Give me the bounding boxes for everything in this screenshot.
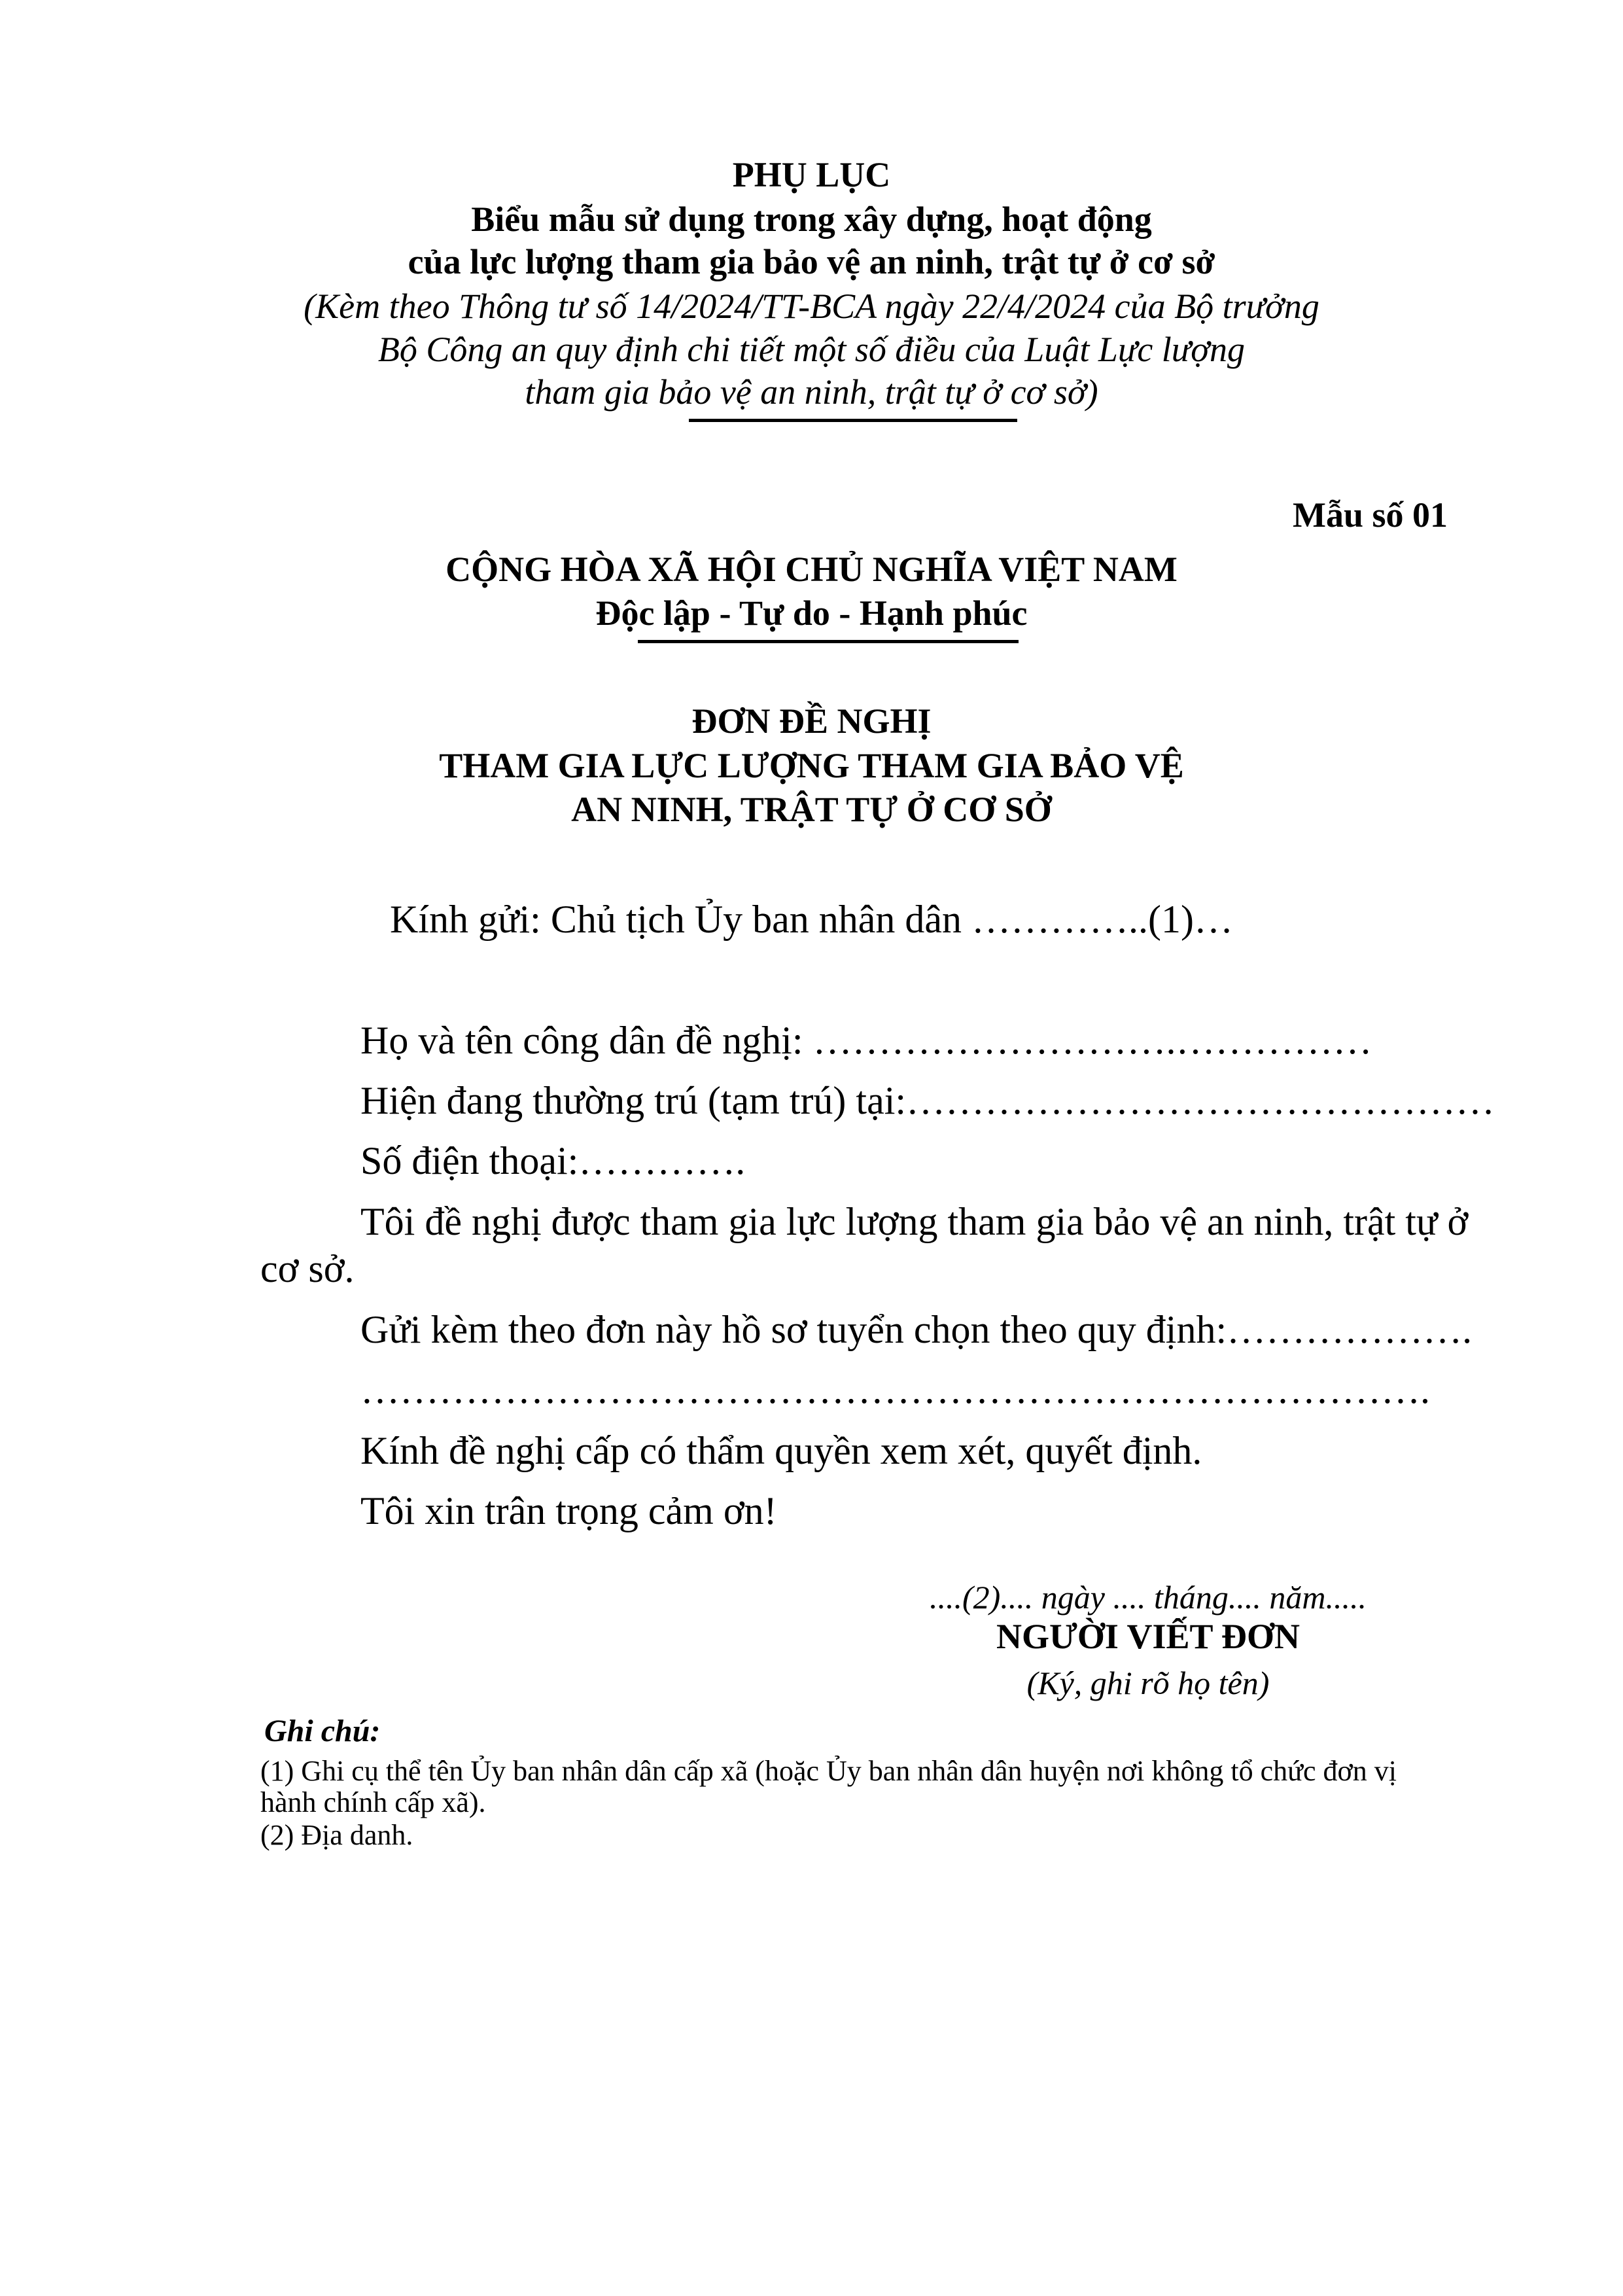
attachments-continued: ………………………………………………………………………. <box>360 1368 1430 1411</box>
notes-title: Ghi chú: <box>264 1714 381 1748</box>
phone-field: Số điện thoại:…………. <box>360 1139 746 1182</box>
document-title-line2: THAM GIA LỰC LƯỢNG THAM GIA BẢO VỆ <box>439 746 1184 785</box>
national-name: CỘNG HÒA XÃ HỘI CHỦ NGHĨA VIỆT NAM <box>445 550 1178 589</box>
thanks-line: Tôi xin trân trọng cảm ơn! <box>360 1489 777 1532</box>
appendix-divider <box>689 419 1017 422</box>
residence-field: Hiện đang thường trú (tạm trú) tại:……………………………………… <box>360 1079 1495 1122</box>
signature-title: NGƯỜI VIẾT ĐƠN <box>996 1617 1300 1656</box>
note-1-line1: (1) Ghi cụ thể tên Ủy ban nhân dân cấp xã (hoặc Ủy ban nhân dân huyện nơi không tổ chức đơn vị <box>260 1755 1397 1787</box>
document-title-line3: AN NINH, TRẬT TỰ Ở CƠ SỞ <box>571 790 1052 829</box>
national-motto: Độc lập - Tự do - Hạnh phúc <box>595 593 1028 633</box>
appendix-heading-line1: Biểu mẫu sử dụng trong xây dựng, hoạt động <box>471 200 1152 239</box>
request-line2: cơ sở. <box>260 1247 355 1290</box>
signature-place-date: ....(2).... ngày .... tháng.... năm..... <box>930 1579 1367 1616</box>
document-title-line1: ĐƠN ĐỀ NGHỊ <box>691 701 932 741</box>
appendix-heading-line2: của lực lượng tham gia bảo vệ an ninh, trật tự ở cơ sở <box>408 242 1215 281</box>
form-code: Mẫu số 01 <box>1292 495 1448 535</box>
addressee: Kính gửi: Chủ tịch Ủy ban nhân dân …………..(1)… <box>389 898 1234 941</box>
appendix-reference-line1: (Kèm theo Thông tư số 14/2024/TT-BCA ngày 22/4/2024 của Bộ trưởng <box>304 287 1319 326</box>
request-line1: Tôi đề nghị được tham gia lực lượng tham gia bảo vệ an ninh, trật tự ở <box>360 1200 1469 1243</box>
motto-underline <box>638 640 1019 643</box>
note-1-line2: hành chính cấp xã). <box>260 1786 486 1818</box>
full-name-field: Họ và tên công dân đề nghị: ……………………….…………… <box>360 1019 1372 1062</box>
signature-instruction: (Ký, ghi rõ họ tên) <box>1026 1665 1270 1701</box>
appendix-title: PHỤ LỤC <box>732 155 891 194</box>
note-2: (2) Địa danh. <box>260 1819 413 1851</box>
attachments-field: Gửi kèm theo đơn này hồ sơ tuyển chọn theo quy định:………………. <box>360 1308 1473 1351</box>
appendix-reference-line3: tham gia bảo vệ an ninh, trật tự ở cơ sở) <box>525 372 1098 412</box>
appendix-reference-line2: Bộ Công an quy định chi tiết một số điều của Luật Lực lượng <box>377 330 1246 369</box>
closing-request: Kính đề nghị cấp có thẩm quyền xem xét, quyết định. <box>360 1429 1202 1472</box>
